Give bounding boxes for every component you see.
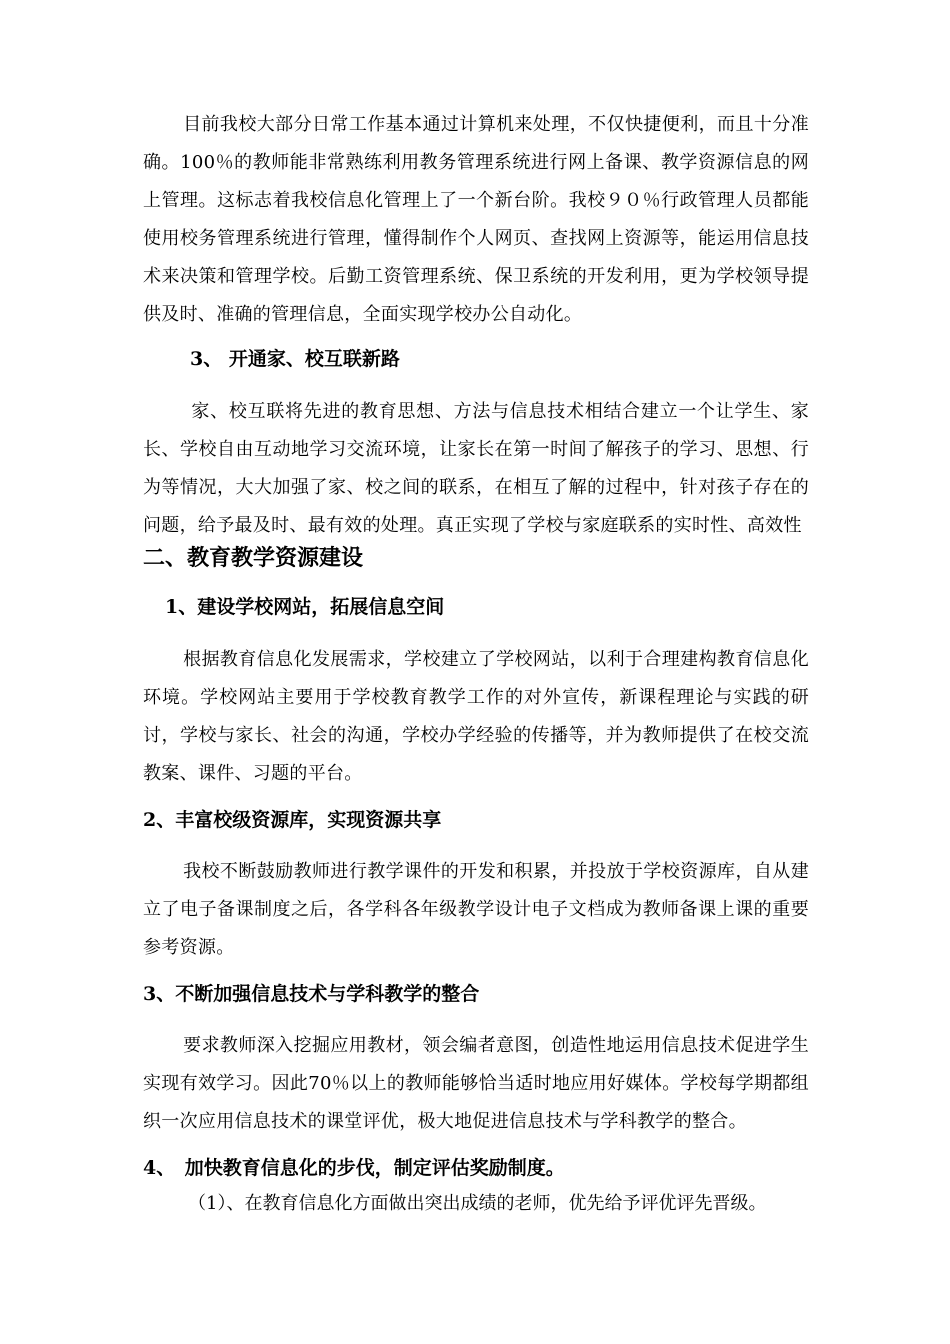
heading-integration: 3、不断加强信息技术与学科教学的整合 bbox=[143, 983, 480, 1005]
paragraph-integration bbox=[143, 1027, 809, 1141]
section-title-resources: 二、教育教学资源建设 bbox=[143, 545, 364, 571]
paragraph-text: 要求教师深入挖掘应用教材，领会编者意图，创造性地运用信息技术促进学生实现有效学习。因此70％以上的教师能够恰当适时地应用好媒体。学校每学期都组织一次应用信息技术的课堂评优，极大地促进信息技术与学科教学的整合。 bbox=[143, 1035, 809, 1132]
paragraph-text: 根据教育信息化发展需求，学校建立了学校网站，以利于合理建构教育信息化环境。学校网站主要用于学校教育教学工作的对外宣传，新课程理论与实践的研讨，学校与家长、社会的沟通，学校办学经验的传播等，并为教师提供了在校交流教案、课件、习题的平台。 bbox=[143, 649, 809, 784]
paragraph-resource-library bbox=[143, 853, 809, 967]
heading-school-website: 1、建设学校网站，拓展信息空间 bbox=[165, 596, 445, 618]
paragraph-text: 目前我校大部分日常工作基本通过计算机来处理，不仅快捷便利，而且十分准确。100％的教师能非常熟练利用教务管理系统进行网上备课、教学资源信息的网上管理。这标志着我校信息化管理上了一个新台阶。我校９０％行政管理人员都能使用校务管理系统进行管理，懂得制作个人网页、查找网上资源等，能运用信息技术来决策和管理学校。后勤工资管理系统、保卫系统的开发利用，更为学校领导提供及时、准确的管理信息，全面实现学校办公自动化。 bbox=[143, 114, 809, 325]
paragraph-home-school-link bbox=[143, 393, 809, 545]
heading-home-school-link: 3、 开通家、校互联新路 bbox=[190, 348, 400, 370]
heading-reward-system: 4、 加快教育信息化的步伐，制定评估奖励制度。 bbox=[143, 1157, 565, 1179]
list-item-reward-1: （1）、在教育信息化方面做出突出成绩的老师，优先给予评优评先晋级。 bbox=[188, 1193, 767, 1214]
heading-resource-library: 2、丰富校级资源库，实现资源共享 bbox=[143, 809, 442, 831]
paragraph-text: 我校不断鼓励教师进行教学课件的开发和积累，并投放于学校资源库，自从建立了电子备课制度之后，各学科各年级教学设计电子文档成为教师备课上课的重要参考资源。 bbox=[143, 861, 809, 958]
paragraph-office-automation bbox=[143, 106, 809, 334]
paragraph-school-website bbox=[143, 641, 809, 793]
paragraph-text: 家、校互联将先进的教育思想、方法与信息技术相结合建立一个让学生、家长、学校自由互动地学习交流环境，让家长在第一时间了解孩子的学习、思想、行为等情况，大大加强了家、校之间的联系，在相互了解的过程中，针对孩子存在的问题，给予最及时、最有效的处理。真正实现了学校与家庭联系的实时性、高效性 bbox=[143, 401, 809, 536]
